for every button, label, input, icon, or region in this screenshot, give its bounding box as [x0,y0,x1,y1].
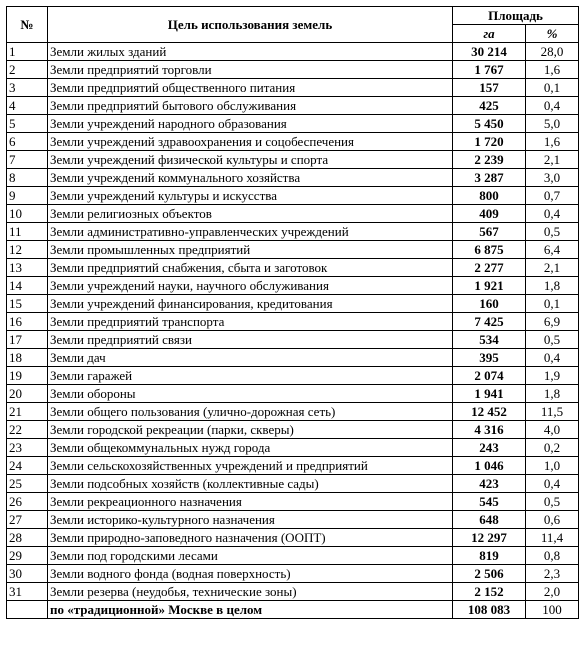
row-number: 17 [7,331,48,349]
total-ha: 108 083 [453,601,526,619]
row-number: 2 [7,61,48,79]
row-area-ha: 2 074 [453,367,526,385]
row-area-ha: 1 941 [453,385,526,403]
row-area-ha: 157 [453,79,526,97]
row-purpose: Земли предприятий связи [48,331,453,349]
table-row [7,493,579,511]
row-area-pct: 4,0 [526,421,579,439]
row-area-pct: 3,0 [526,169,579,187]
table-row [7,151,579,169]
row-area-ha: 160 [453,295,526,313]
row-purpose: Земли предприятий транспорта [48,313,453,331]
row-number: 18 [7,349,48,367]
row-area-ha: 800 [453,187,526,205]
total-pct: 100 [526,601,579,619]
row-purpose: Земли общего пользования (улично-дорожная сеть) [48,403,453,421]
row-number: 12 [7,241,48,259]
row-area-pct: 1,6 [526,133,579,151]
row-purpose: Земли религиозных объектов [48,205,453,223]
table-row [7,133,579,151]
row-number: 7 [7,151,48,169]
row-number: 29 [7,547,48,565]
col-header-purpose: Цель использования земель [48,7,453,43]
row-number: 5 [7,115,48,133]
table-row [7,259,579,277]
row-area-pct: 0,8 [526,547,579,565]
row-purpose: Земли предприятий снабжения, сбыта и заготовок [48,259,453,277]
row-purpose: Земли сельскохозяйственных учреждений и предприятий [48,457,453,475]
row-area-ha: 395 [453,349,526,367]
row-purpose: Земли предприятий торговли [48,61,453,79]
row-number: 19 [7,367,48,385]
table-row [7,349,579,367]
row-purpose: Земли рекреационного назначения [48,493,453,511]
row-area-pct: 2,1 [526,259,579,277]
table-body [7,43,579,601]
row-area-pct: 11,4 [526,529,579,547]
table-row [7,403,579,421]
row-purpose: Земли подсобных хозяйств (коллективные сады) [48,475,453,493]
row-area-pct: 1,0 [526,457,579,475]
row-area-pct: 6,4 [526,241,579,259]
row-purpose: Земли историко-культурного назначения [48,511,453,529]
row-area-ha: 2 277 [453,259,526,277]
table-row [7,223,579,241]
table-row [7,439,579,457]
table-row [7,313,579,331]
row-area-pct: 11,5 [526,403,579,421]
row-number: 1 [7,43,48,61]
row-purpose: Земли резерва (неудобья, технические зоны) [48,583,453,601]
col-header-area: Площадь [453,7,579,25]
col-header-pct: % [526,25,579,43]
table-row [7,367,579,385]
total-label: по «традиционной» Москве в целом [48,601,453,619]
row-area-ha: 567 [453,223,526,241]
table-row [7,547,579,565]
row-purpose: Земли учреждений науки, научного обслуживания [48,277,453,295]
row-number: 27 [7,511,48,529]
row-number: 11 [7,223,48,241]
row-number: 10 [7,205,48,223]
row-area-pct: 0,4 [526,475,579,493]
row-number: 14 [7,277,48,295]
row-area-ha: 409 [453,205,526,223]
col-header-ha: га [453,25,526,43]
row-purpose: Земли водного фонда (водная поверхность) [48,565,453,583]
row-area-ha: 2 239 [453,151,526,169]
row-purpose: Земли дач [48,349,453,367]
row-area-ha: 5 450 [453,115,526,133]
table-row [7,79,579,97]
row-area-pct: 2,1 [526,151,579,169]
table-row [7,61,579,79]
row-area-ha: 1 046 [453,457,526,475]
row-area-ha: 4 316 [453,421,526,439]
row-number: 21 [7,403,48,421]
table-row [7,97,579,115]
row-number: 8 [7,169,48,187]
row-purpose: Земли обороны [48,385,453,403]
row-area-pct: 0,2 [526,439,579,457]
row-purpose: Земли учреждений культуры и искусства [48,187,453,205]
table-row [7,421,579,439]
table-row [7,331,579,349]
table-row [7,43,579,61]
row-area-ha: 243 [453,439,526,457]
row-area-ha: 1 767 [453,61,526,79]
row-number: 31 [7,583,48,601]
table-row [7,295,579,313]
row-number: 16 [7,313,48,331]
table-row [7,565,579,583]
total-row [7,601,579,619]
row-number: 20 [7,385,48,403]
row-number: 26 [7,493,48,511]
row-purpose: Земли общекоммунальных нужд города [48,439,453,457]
row-area-pct: 1,9 [526,367,579,385]
row-area-pct: 0,4 [526,205,579,223]
row-area-ha: 648 [453,511,526,529]
row-area-pct: 1,8 [526,277,579,295]
row-purpose: Земли под городскими лесами [48,547,453,565]
row-purpose: Земли учреждений финансирования, кредитования [48,295,453,313]
row-number: 4 [7,97,48,115]
row-number: 23 [7,439,48,457]
row-number: 24 [7,457,48,475]
table-row [7,241,579,259]
row-number: 13 [7,259,48,277]
row-area-ha: 1 921 [453,277,526,295]
table-row [7,115,579,133]
row-number: 3 [7,79,48,97]
row-area-pct: 0,1 [526,79,579,97]
row-area-pct: 5,0 [526,115,579,133]
row-area-pct: 1,8 [526,385,579,403]
row-area-ha: 6 875 [453,241,526,259]
col-header-number: № [7,7,48,43]
row-area-pct: 1,6 [526,61,579,79]
total-number-cell [7,601,48,619]
table-row [7,277,579,295]
row-area-ha: 2 152 [453,583,526,601]
row-number: 6 [7,133,48,151]
row-purpose: Земли административно-управленческих учреждений [48,223,453,241]
row-number: 25 [7,475,48,493]
table-row [7,529,579,547]
row-purpose: Земли учреждений коммунального хозяйства [48,169,453,187]
row-purpose: Земли учреждений народного образования [48,115,453,133]
row-area-pct: 2,3 [526,565,579,583]
row-area-pct: 0,4 [526,349,579,367]
land-use-table [6,6,579,619]
row-purpose: Земли предприятий бытового обслуживания [48,97,453,115]
row-area-ha: 12 297 [453,529,526,547]
row-number: 22 [7,421,48,439]
table-row [7,475,579,493]
row-area-ha: 30 214 [453,43,526,61]
row-area-ha: 534 [453,331,526,349]
table-row [7,511,579,529]
row-area-ha: 819 [453,547,526,565]
row-purpose: Земли гаражей [48,367,453,385]
row-purpose: Земли промышленных предприятий [48,241,453,259]
row-purpose: Земли учреждений физической культуры и спорта [48,151,453,169]
row-area-pct: 0,7 [526,187,579,205]
row-purpose: Земли городской рекреации (парки, скверы) [48,421,453,439]
row-purpose: Земли учреждений здравоохранения и соцобеспечения [48,133,453,151]
row-area-ha: 3 287 [453,169,526,187]
row-area-pct: 0,6 [526,511,579,529]
row-number: 28 [7,529,48,547]
row-area-pct: 0,5 [526,223,579,241]
header-row [7,7,579,25]
row-area-pct: 28,0 [526,43,579,61]
row-purpose: Земли предприятий общественного питания [48,79,453,97]
row-area-pct: 0,1 [526,295,579,313]
row-area-ha: 1 720 [453,133,526,151]
row-number: 9 [7,187,48,205]
row-purpose: Земли природно-заповедного назначения (ООПТ) [48,529,453,547]
row-area-pct: 6,9 [526,313,579,331]
table-row [7,583,579,601]
row-area-ha: 7 425 [453,313,526,331]
table-row [7,187,579,205]
row-area-ha: 545 [453,493,526,511]
table-row [7,169,579,187]
row-area-pct: 0,5 [526,331,579,349]
row-number: 15 [7,295,48,313]
row-area-ha: 425 [453,97,526,115]
row-purpose: Земли жилых зданий [48,43,453,61]
row-area-ha: 2 506 [453,565,526,583]
table-row [7,385,579,403]
row-area-pct: 0,5 [526,493,579,511]
row-area-pct: 0,4 [526,97,579,115]
row-area-pct: 2,0 [526,583,579,601]
row-area-ha: 12 452 [453,403,526,421]
table-row [7,457,579,475]
row-number: 30 [7,565,48,583]
table-row [7,205,579,223]
row-area-ha: 423 [453,475,526,493]
